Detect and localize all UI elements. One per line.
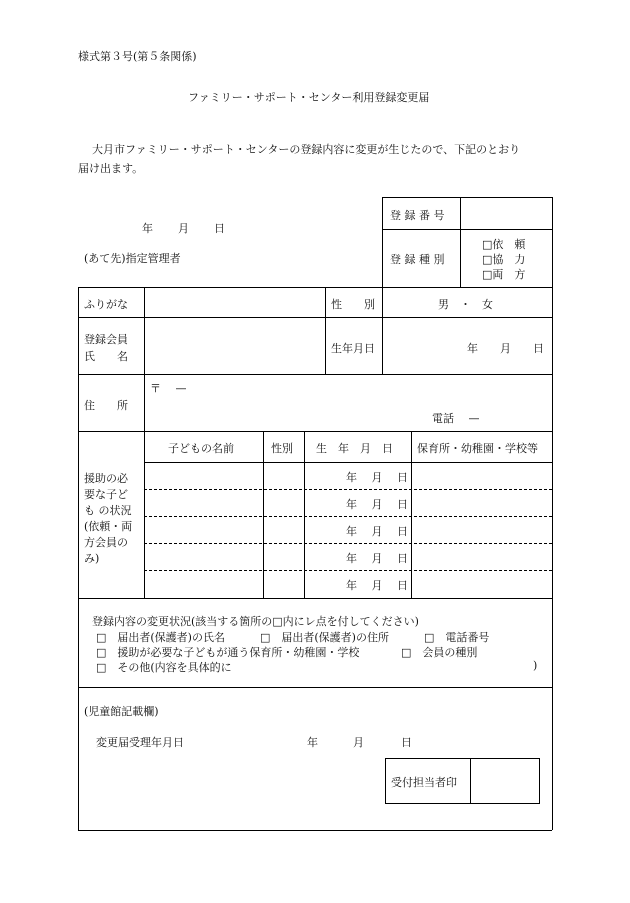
reg-type-both[interactable]: □両 方 (482, 268, 526, 281)
row-line-4 (78, 598, 552, 599)
child-label-line-4: (依頼・両 (84, 520, 133, 533)
received-month: 月 (353, 736, 364, 749)
member-label-2: 氏 名 (84, 350, 128, 363)
child-row-2-date: 年 月 日 (346, 498, 408, 511)
frame-left (78, 287, 79, 830)
reg-box-mid (382, 229, 552, 230)
change-other-close: ) (533, 659, 538, 672)
gender-label: 性 別 (331, 298, 375, 311)
child-row-line-3 (144, 543, 552, 544)
date-day: 日 (214, 222, 225, 235)
row-line-3 (78, 431, 552, 432)
row-line-5 (78, 687, 552, 688)
reg-number-label: 登 録 番 号 (390, 209, 445, 222)
reg-box-left (382, 197, 383, 287)
label-col-line (144, 287, 145, 598)
child-col-line-3 (411, 431, 412, 598)
child-col-line-1 (263, 431, 264, 598)
change-phone[interactable]: □ 電話番号 (424, 631, 490, 644)
child-label-line-6: み) (84, 552, 100, 565)
child-header-line (144, 462, 552, 463)
received-day: 日 (401, 736, 412, 749)
birthdate-label: 生年月日 (331, 342, 375, 355)
reg-box-divider (460, 197, 461, 287)
mid-col-line-b (382, 287, 383, 374)
change-other[interactable]: □ その他(内容を具体的に (96, 661, 232, 674)
received-year: 年 (307, 736, 318, 749)
child-header-name: 子どもの名前 (168, 442, 234, 455)
received-date-label: 変更届受理年月日 (96, 736, 184, 749)
addressee: (あて先)指定管理者 (84, 252, 181, 265)
child-row-line-1 (144, 489, 552, 490)
change-school[interactable]: □ 援助が必要な子どもが通う保育所・幼稚園・学校 (96, 646, 360, 659)
change-member-type[interactable]: □ 会員の種別 (401, 646, 478, 659)
date-month: 月 (178, 222, 189, 235)
child-row-line-4 (144, 570, 552, 571)
child-row-line-2 (144, 516, 552, 517)
phone-label: 電話 — (432, 412, 480, 425)
address-label: 住 所 (84, 399, 128, 412)
postal-mark: 〒 — (150, 382, 187, 395)
intro-line-2: 届け出ます。 (78, 162, 144, 175)
staff-seal-label: 受付担当者印 (391, 776, 457, 789)
change-guardian-name[interactable]: □ 届出者(保護者)の氏名 (96, 631, 225, 644)
reg-type-label: 登 録 種 別 (390, 253, 445, 266)
child-row-3-date: 年 月 日 (346, 525, 408, 538)
member-label-1: 登録会員 (84, 333, 128, 346)
mid-col-line-a (325, 287, 326, 374)
row-line-1 (78, 317, 552, 318)
form-title: ファミリー・サポート・センター利用登録変更届 (188, 91, 430, 104)
furigana-label: ふりがな (84, 298, 128, 311)
office-heading: (児童館記載欄) (84, 705, 159, 718)
birthdate-fields: 年 月 日 (467, 342, 544, 355)
child-row-1-date: 年 月 日 (346, 471, 408, 484)
child-header-birthdate: 生 年 月 日 (316, 442, 393, 455)
row-line-2 (78, 374, 552, 375)
staff-seal-divider (470, 758, 471, 803)
gender-options[interactable]: 男 ・ 女 (438, 298, 493, 311)
child-header-school: 保育所・幼稚園・学校等 (417, 442, 538, 455)
child-row-4-date: 年 月 日 (346, 552, 408, 565)
child-header-gender: 性別 (271, 442, 293, 455)
child-label-line-2: 要な子ど (84, 488, 128, 501)
form-number: 様式第３号(第５条関係) (78, 50, 197, 63)
frame-right (552, 197, 553, 830)
child-label-line-5: 方会員の (84, 536, 128, 549)
reg-type-request[interactable]: □依 頼 (482, 238, 526, 251)
child-label-line-3: も の状況 (84, 504, 132, 517)
change-heading: 登録内容の変更状況(該当する箇所の□内にレ点を付してください) (92, 615, 419, 628)
date-year: 年 (142, 222, 153, 235)
reg-type-cooperate[interactable]: □協 力 (482, 253, 526, 266)
frame-top-reg (382, 197, 552, 198)
frame-top-main (78, 287, 552, 288)
child-col-line-2 (304, 431, 305, 598)
child-label-line-1: 援助の必 (84, 472, 128, 485)
frame-bottom (78, 830, 552, 831)
intro-line-1: 大月市ファミリー・サポート・センターの登録内容に変更が生じたので、下記のとおり (92, 143, 521, 156)
change-guardian-address[interactable]: □ 届出者(保護者)の住所 (260, 631, 389, 644)
child-row-5-date: 年 月 日 (346, 579, 408, 592)
child-section-label (84, 471, 132, 567)
